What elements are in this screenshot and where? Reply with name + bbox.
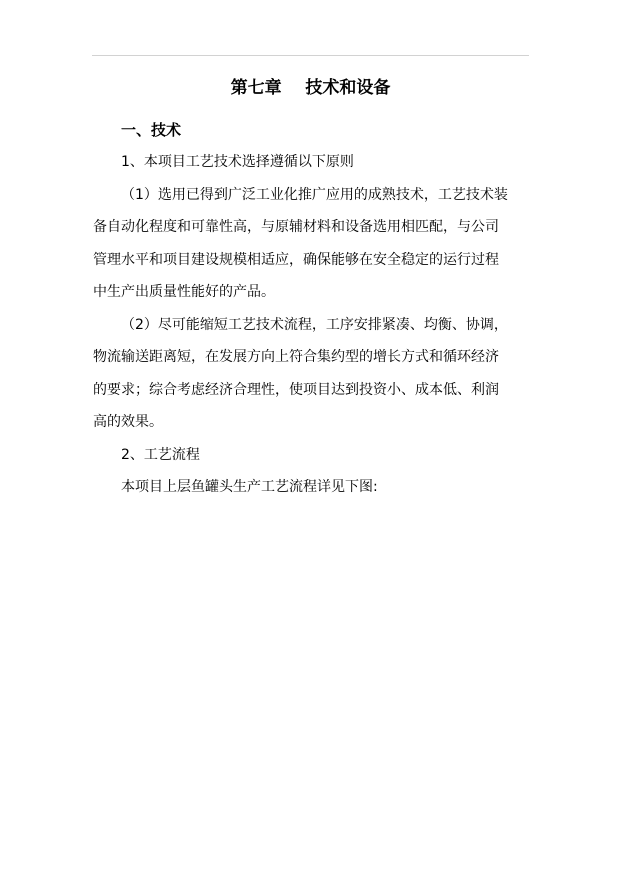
paragraph-2-line-4: 高的效果。 [93, 414, 163, 430]
flow-intro-text: 本项目上层鱼罐头生产工艺流程详见下图: [121, 479, 378, 495]
item-2-heading: 2、工艺流程 [121, 447, 200, 463]
paragraph-1-line-3: 管理水平和项目建设规模相适应，确保能够在安全稳定的运行过程 [93, 252, 499, 268]
item-1-heading: 1、本项目工艺技术选择遵循以下原则 [121, 154, 354, 170]
paragraph-2-line-1: （2）尽可能缩短工艺技术流程，工序安排紧凑、均衡、协调， [121, 317, 508, 333]
paragraph-1-line-2: 备自动化程度和可靠性高，与原辅材料和设备选用相匹配，与公司 [93, 219, 499, 235]
paragraph-2-line-2: 物流输送距离短，在发展方向上符合集约型的增长方式和循环经济 [93, 349, 499, 365]
section-heading-technology: 一、技术 [121, 121, 182, 139]
paragraph-1-line-1: （1）选用已得到广泛工业化推广应用的成熟技术，工艺技术装 [121, 187, 508, 203]
paragraph-2-line-3: 的要求；综合考虑经济合理性，使项目达到投资小、成本低、利润 [93, 382, 499, 398]
paragraph-1-line-4: 中生产出质量性能好的产品。 [93, 284, 275, 300]
page-header-rule [92, 55, 529, 56]
chapter-title: 第七章 技术和设备 [230, 78, 391, 98]
